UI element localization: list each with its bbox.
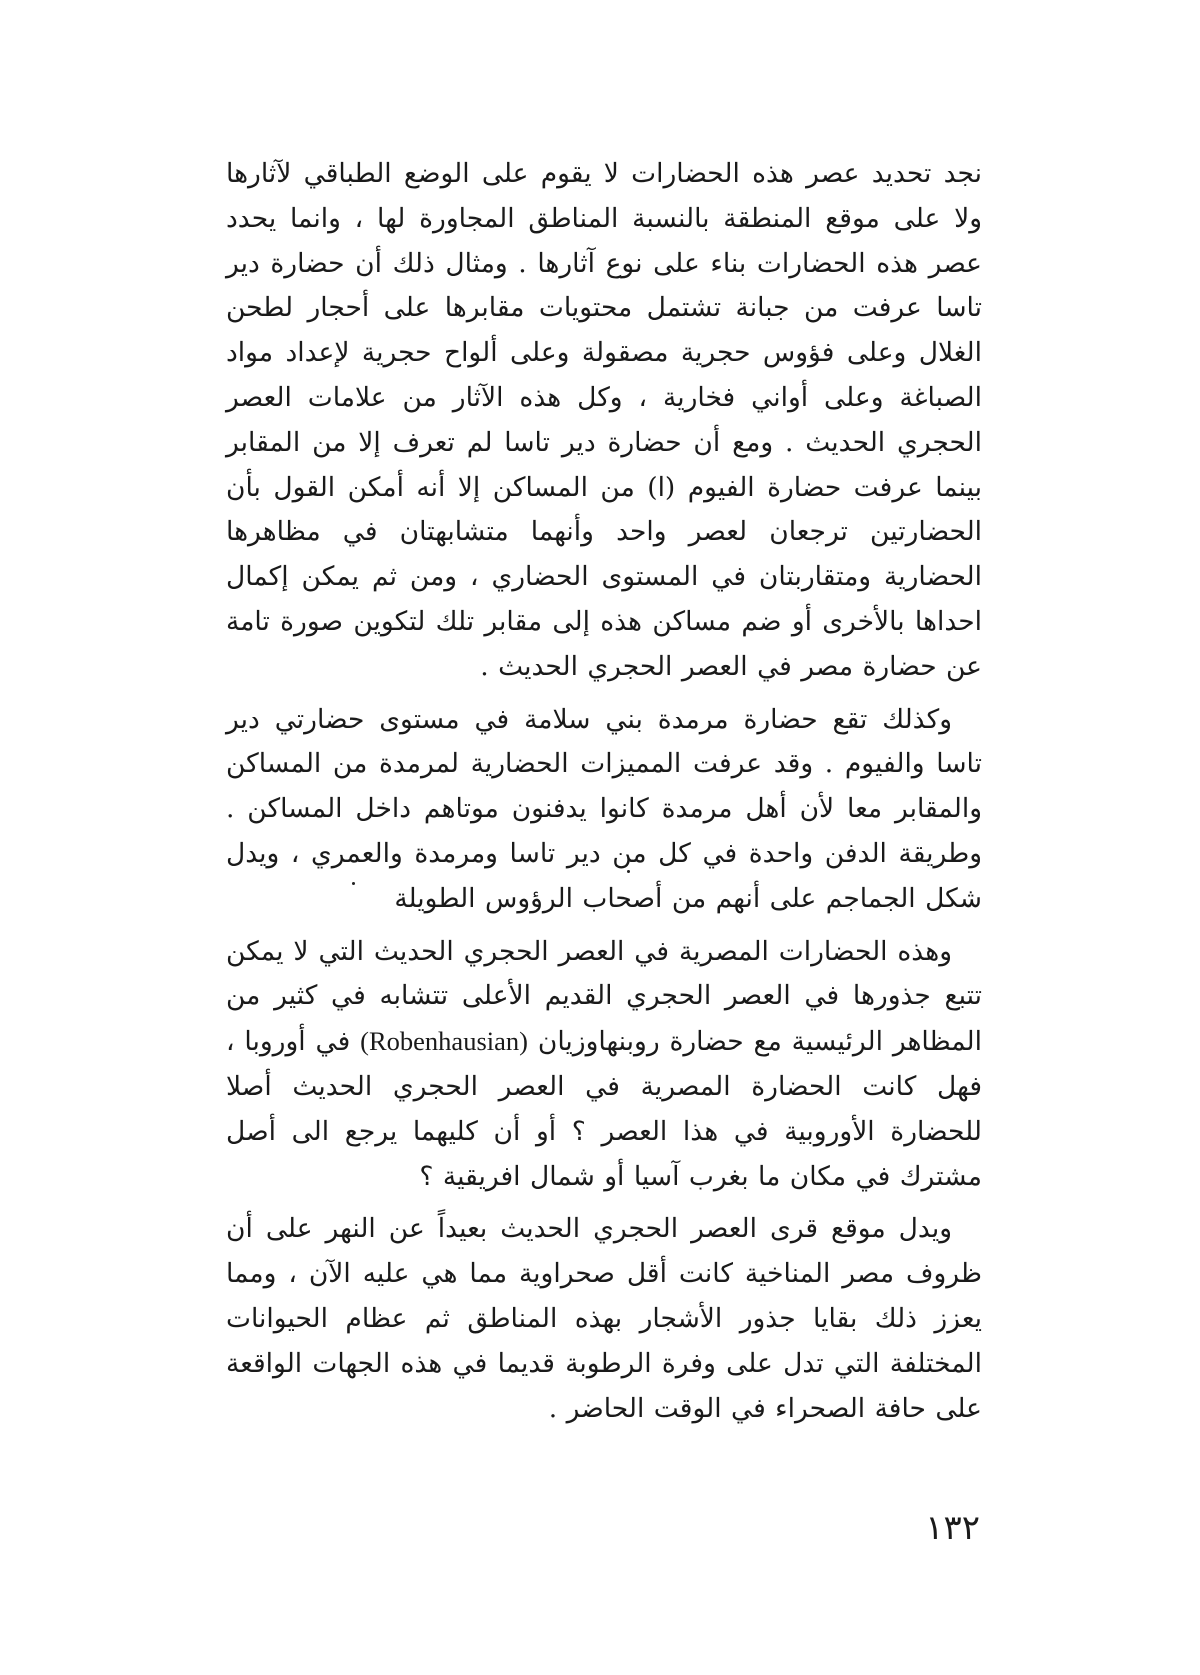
stray-mark (627, 870, 630, 873)
paragraph-3-text-a: وهذه الحضارات المصرية في العصر الحجري الحديث التي لا يمكن تتبع جذورها في العصر الحجري القديم الأعلى تتشابه في كثير من المظاهر الرئيسية مع حضارة روبنهاوزيان (226, 935, 982, 1058)
stray-mark (352, 882, 355, 885)
paragraph-3-text-b: في أوروبا ، فهل كانت الحضارة المصرية في العصر الحجري الحديث أصلا للحضارة الأوروبية في هذا العصر ؟ أو أن كليهما يرجع الى أصل مشترك في مكان ما بغرب آسيا أو شمال افريقية ؟ (226, 1026, 982, 1192)
paragraph-4: ويدل موقع قرى العصر الحجري الحديث بعيداً عن النهر على أن ظروف مصر المناخية كانت أقل صحراوية مما هي عليه الآن ، ومما يعزز ذلك بقايا جذور الأشجار بهذه المناطق ثم عظام الحيوانات المختلفة التي تدل على وفرة الرطوبة قديما في هذه الجهات الواقعة على حافة الصحراء في الوقت الحاضر . (226, 1213, 982, 1424)
page-number: ١٣٢ (925, 1508, 980, 1548)
latin-term: (Robenhausian) (360, 1026, 528, 1057)
paragraph-2: وكذلك تقع حضارة مرمدة بني سلامة في مستوى حضارتي دير تاسا والفيوم . وقد عرفت المميزات الحضارية لمرمدة من المساكن والمقابر معا لأن أهل مرمدة كانوا يدفنون موتاهم داخل المساكن . وطريقة الدفن واحدة في كل من دير تاسا ومرمدة والعمري ، ويدل شكل الجماجم على أنهم من أصحاب الرؤوس الطويلة (226, 703, 982, 914)
paragraph-1: نجد تحديد عصر هذه الحضارات لا يقوم على الوضع الطباقي لآثارها ولا على موقع المنطقة بالنسبة المناطق المجاورة لها ، وانما يحدد عصر هذه الحضارات بناء على نوع آثارها . ومثال ذلك أن حضارة دير تاسا عرفت من جبانة تشتمل محتويات مقابرها على أحجار لطحن الغلال وعلى فؤوس حجرية مصقولة وعلى ألواح حجرية لإعداد مواد الصباغة وعلى أواني فخارية ، وكل هذه الآثار من علامات العصر الحجري الحديث . ومع أن حضارة دير تاسا لم تعرف إلا من المقابر بينما عرفت حضارة الفيوم (ا) من المساكن إلا أنه أمكن القول بأن الحضارتين ترجعان لعصر واحد وأنهما متشابهتان في مظاهرها الحضارية ومتقاربتان في المستوى الحضاري ، ومن ثم يمكن إكمال احداها بالأخرى أو ضم مساكن هذه إلى مقابر تلك لتكوين صورة تامة عن حضارة مصر في العصر الحجري الحديث . (226, 158, 982, 682)
paragraph-3 (226, 930, 982, 1200)
page-body (226, 152, 982, 1632)
